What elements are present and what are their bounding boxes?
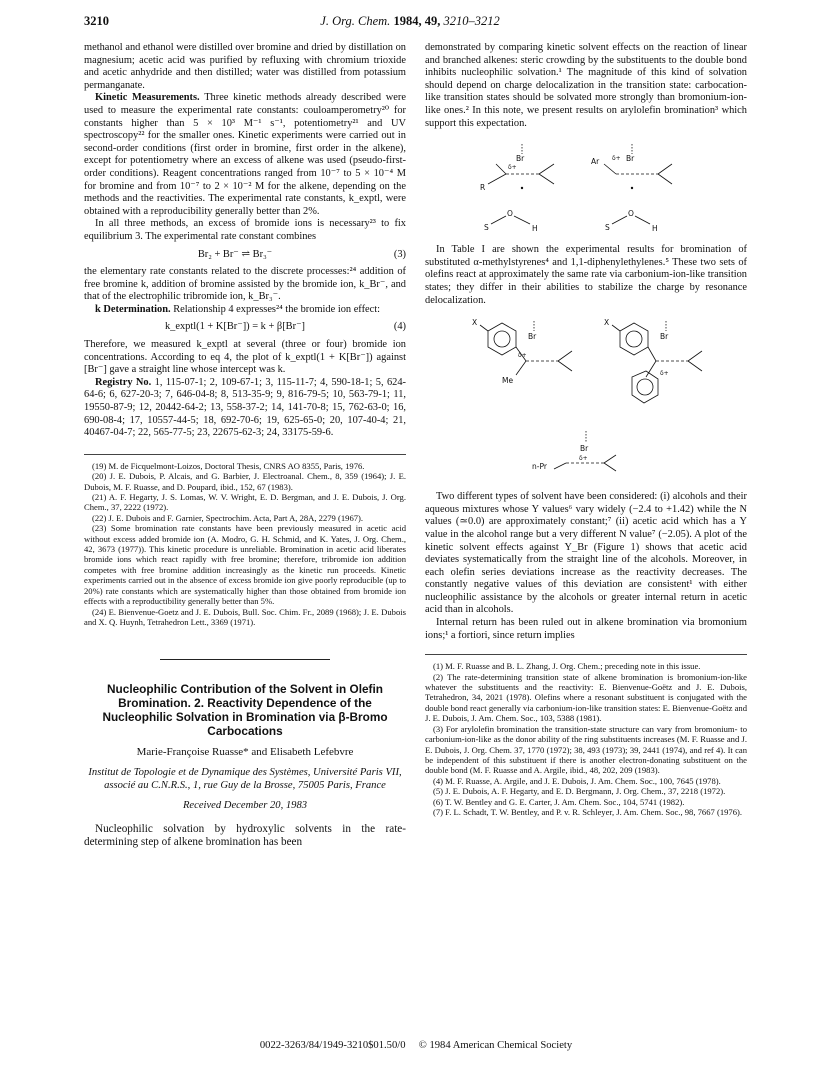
internal-return-paragraph: Internal return has been ruled out in alkene bromination via bromonium ions;¹ a fortiori, since return implies — [425, 617, 747, 641]
br-label: Br — [660, 332, 669, 342]
page-number: 3210 — [84, 14, 109, 28]
running-head — [84, 14, 736, 29]
reference-5: (5) J. E. Dubois, A. F. Hegarty, and E. D. Bergmann, J. Org. Chem., 37, 2218 (1972). — [433, 786, 726, 797]
br-label: Br — [516, 154, 525, 164]
equation-3-number: (3) — [393, 248, 406, 260]
authors: Marie-Françoise Ruasse* and Elisabeth Lefebvre — [136, 746, 354, 759]
reference-21: (21) A. F. Hegarty, J. S. Lomas, W. V. Wright, E. D. Bergman, and J. E. Dubois, J. Org. Chem., 37, 2222 (1972). — [84, 492, 406, 513]
page-header — [84, 14, 736, 32]
ar-label: Ar — [591, 157, 600, 167]
kinetic-heading: Kinetic Measurements. — [95, 92, 200, 104]
delta-plus-label: δ+ — [508, 164, 517, 172]
registry-text: 1, 115-07-1; 2, 109-67-1; 3, 115-11-7; 4, 590-18-1; 5, 624-64-6; 6, 627-20-3; 7, 646-04-8; 8, 513-35-9; 9, 816-79-5; 10, 563-79-1; 11, 19550-87-9; 12, 20442-64-2; 13, 558-37-2; 14, 141-70-8; 15, 762-63-0; 16, 690-08-4; 17, 10557-44-5; 18, 692-70-6; 19, 625-65-0; 20, 107-40-4; 21, 40467-04-7; 22, 565-77-5; 23, 22675-62-3; 24, 33175-59-6. — [84, 376, 406, 439]
reference-23: (23) Some bromination rate constants have been previously measured in acetic acid without excess added bromide ion (A. Modro, G. H. Schmid, and K. Yates, J. Org. Chem., 42, 3673 (1977)). This kinetic procedure is unreliable. Bromination in acetic acid liberates bromide ions which react rapidly with free bromine; therefore, tribromide ion addition competes with free bromine addition increasingly as the kinetic run proceeds. Kinetic experiments carried out in the absence of excess bromide ion give poorly reproducible (up to 20%) rate constants which are systematically higher than those obtained from bromide ion effects with a reproductibility generally better than 5%. — [84, 523, 406, 607]
equation-3-formula: Br₂ + Br⁻ ⇌ Br₃⁻ — [197, 248, 273, 260]
reference-2: (2) The rate-determining transition state of alkene bromination is bromonium-ion-like whatever the substituents and the reactivity: E. Bienvenue-Goëtz and J. E. Dubois, Tetrahedron, 34, 2021 (1978). Olefins where a resonant substituent is conjugated with the double bond react generally via carbonium-ion-like transition states: E. Bienvenue-Goëtz and J. E. Dubois, J. Am. Chem. Soc., 103, 5388 (1981). — [425, 671, 747, 724]
reference-7: (7) F. L. Schadt, T. W. Bentley, and P. v. R. Schleyer, J. Am. Chem. Soc., 98, 7667 (1976). — [433, 806, 743, 817]
me-label: Me — [502, 376, 514, 386]
page-footer — [84, 1040, 748, 1051]
br-label: Br — [528, 332, 537, 342]
left-references — [84, 454, 406, 628]
structure-3 — [436, 427, 736, 483]
reference-24: (24) E. Bienvenue-Goetz and J. E. Dubois, Bull. Soc. Chim. Fr., 2089 (1968); J. E. Dubois and X. Q. Huynh, Tetrahedron Lett., 3369 (1971). — [84, 606, 406, 627]
reference-19: (19) M. de Ficquelmont-Loizos, Doctoral Thesis, CNRS AO 8355, Paris, 1976. — [92, 460, 365, 471]
right-column — [425, 42, 747, 817]
equation-4 — [84, 321, 406, 334]
r-label: R — [480, 183, 486, 193]
equation-3 — [84, 249, 406, 262]
article-separator — [160, 659, 330, 660]
k-determination-text: Relationship 4 expresses²⁴ the bromide ion effect: — [173, 303, 381, 315]
article-title: Nucleophilic Contribution of the Solvent in Olefin Bromination. 2. Reactivity Dependence of the Nucleophilic Solvation in Bromination via β-Bromo Carbocations — [102, 682, 388, 739]
intro-continuation: demonstrated by comparing kinetic solvent effects on the reaction of linear and branched alkenes: steric crowding by the substituents to the double bond inhibits nucleophilic solvation.¹ The magnitude of this kind of solvation should depend on charge delocalization in the transition state: carbocation-like transition states should be solvated more strongly than bromonium-ion-like ones.² In this note, we present results on arylolefin bromination³ which support this expectation. — [425, 42, 747, 129]
o-label: O — [507, 209, 513, 219]
bromide-paragraph: In all three methods, an excess of bromide ions is necessary²³ to fix equilibrium 3. The experimental rate constant combines — [84, 218, 406, 242]
reference-3: (3) For arylolefin bromination the transition-state structure can vary from bromonium- to carbonium-ion-like as the donor ability of the ring substituents increases (M. F. Ruasse and J. E. Dubois, J. Org. Chem. 37, 1770 (1972); 38, 493 (1973); 39, 2441 (1974), and ref 4). It can be independent of this substituent if there is another electron-donating substituent on the double bond (M. F. Ruasse and A. Argile, ibid., 48, 202, 209 (1983). — [425, 723, 747, 776]
affiliation: Institut de Topologie et de Dynamique des Systèmes, Université Paris VII, associé au C.N.R.S., 1, rue Guy de la Brosse, 75005 Paris, France — [88, 766, 402, 791]
journal-name: J. Org. Chem. — [320, 14, 391, 28]
x-label: X — [604, 318, 610, 328]
reference-22: (22) J. E. Dubois and F. Garnier, Spectrochim. Acta, Part A, 28A, 2279 (1967). — [92, 512, 364, 523]
h-label: H — [532, 224, 538, 234]
s-label: S — [484, 223, 489, 233]
equation-4-number: (4) — [393, 321, 406, 333]
article-code: 0022-3263/84/1949-3210$01.50/0 — [259, 1040, 406, 1051]
reference-1: (1) M. F. Ruasse and B. L. Zhang, J. Org. Chem.; preceding note in this issue. — [433, 661, 701, 672]
year-volume: 1984, 49, — [393, 14, 441, 28]
kinetic-text: Three kinetic methods already described were used to measure the experimental rate constants: couloamperometry²⁰ for constants higher than 5 × 10³ M⁻¹ s⁻¹, potentiometry²¹ and UV spectroscopy²² for the smaller ones. Kinetic experiments were carried out in second-order conditions (first order in bromine, first order in the alkene), except for potentiometry where an excess of alkene was used (pseudo-first-order conditions). Reagent concentrations ranged from 10⁻⁷ to 5 × 10⁻⁴ M for bromine and from 10⁻⁷ to 2 × 10⁻² M for the alkene, depending on the methods and the reactivities. The experimental rate constants, k_exptl, were obtained with a reproducibility generally better than 2%. — [84, 92, 406, 217]
h-label: H — [652, 224, 658, 234]
received-date: Received December 20, 1983 — [182, 800, 308, 812]
structure-1 — [436, 136, 736, 240]
right-references — [425, 654, 747, 817]
table-intro-paragraph: In Table I are shown the experimental results for bromination of substituted α-methylstyrenes⁴ and 1,1-diphenylethylenes.⁵ These two sets of olefins react at approximately the same rate via carbonium-ion-like transition states; they differ in their abilities to stabilize the charge by resonance delocalization. — [425, 244, 747, 306]
o-label: O — [628, 209, 634, 219]
solvent-paragraph: Two different types of solvent have been considered: (i) alcohols and their aqueous mixtures whose Y values⁶ vary widely (−2.4 to +1.42) while the N values (≃0.0) are approximately constant;⁷ (ii) acetic acid which has a Y value in the alcohol range but a very different N value⁷ (−2.05). A plot of the kinetic solvent effects against Y_Br (Figure 1) shows that acetic acid deviates systematically from the straight line of the alcohols. Moreover, in each olefin series deviations increase as the reactivity decreases. The constantly negative values of this deviation are consistent¹ with either nucleophilic assistance by the alcohols or greater internal return in acetic acid than in alcohols. — [425, 491, 747, 616]
delta-plus-label: δ+ — [518, 352, 527, 360]
copyright: © 1984 American Chemical Society — [418, 1040, 573, 1051]
br-label: Br — [580, 444, 589, 454]
k-determination-heading: k Determination. — [95, 303, 171, 315]
delta-plus-label: δ+ — [579, 455, 588, 463]
therefore-paragraph: Therefore, we measured k_exptl at several (three or four) bromide ion concentrations. According to eq 4, the plot of k_exptl(1 + K[Br⁻]) against [Br⁻] gave a straight line whose intercept was k. — [84, 339, 406, 376]
k-determination-paragraph — [84, 304, 406, 317]
delta-plus-label: δ+ — [612, 155, 621, 163]
page-range: 3210–3212 — [443, 14, 500, 28]
kinetic-paragraph — [84, 92, 406, 218]
registry-heading: Registry No. — [95, 376, 152, 388]
reference-4: (4) M. F. Ruasse, A. Argile, and J. E. Dubois, J. Am. Chem. Soc., 100, 7645 (1978). — [433, 775, 721, 786]
s-label: S — [605, 223, 610, 233]
abstract-start: Nucleophilic solvation by hydroxylic solvents in the rate-determining step of alkene bromination has been — [84, 822, 406, 849]
elementary-paragraph: the elementary rate constants related to the discrete processes:²⁴ addition of free bromine k, addition of bromine assisted by the bromide ion, k_Br⁻, and that of the electrophilic tribromide ion, k_Br₃⁻. — [84, 266, 406, 303]
reference-20: (20) J. E. Dubois, P. Alcais, and G. Barbier, J. Electroanal. Chem., 8, 359 (1964); J. E. Dubois, M. F. Ruasse, and D. Poupard, ibid., 152, 67 (1983). — [84, 471, 406, 492]
structure-2 — [436, 313, 736, 423]
equation-4-formula: k_exptl(1 + K[Br⁻]) = k + β[Br⁻] — [164, 321, 306, 333]
intro-paragraph: methanol and ethanol were distilled over bromine and dried by distillation on magnesium; acetic acid was purified by refluxing with chromium trioxide and acetic anhydride and then distilled; water was distilled from potassium permanganate. — [84, 42, 406, 91]
delta-plus-label: δ+ — [660, 370, 669, 378]
left-column — [84, 42, 406, 850]
br-label: Br — [626, 154, 635, 164]
registry-paragraph — [84, 377, 406, 440]
reference-6: (6) T. W. Bentley and G. E. Carter, J. Am. Chem. Soc., 104, 5741 (1982). — [433, 796, 685, 807]
x-label: X — [472, 318, 478, 328]
n-propyl-label: n-Pr — [532, 462, 547, 472]
